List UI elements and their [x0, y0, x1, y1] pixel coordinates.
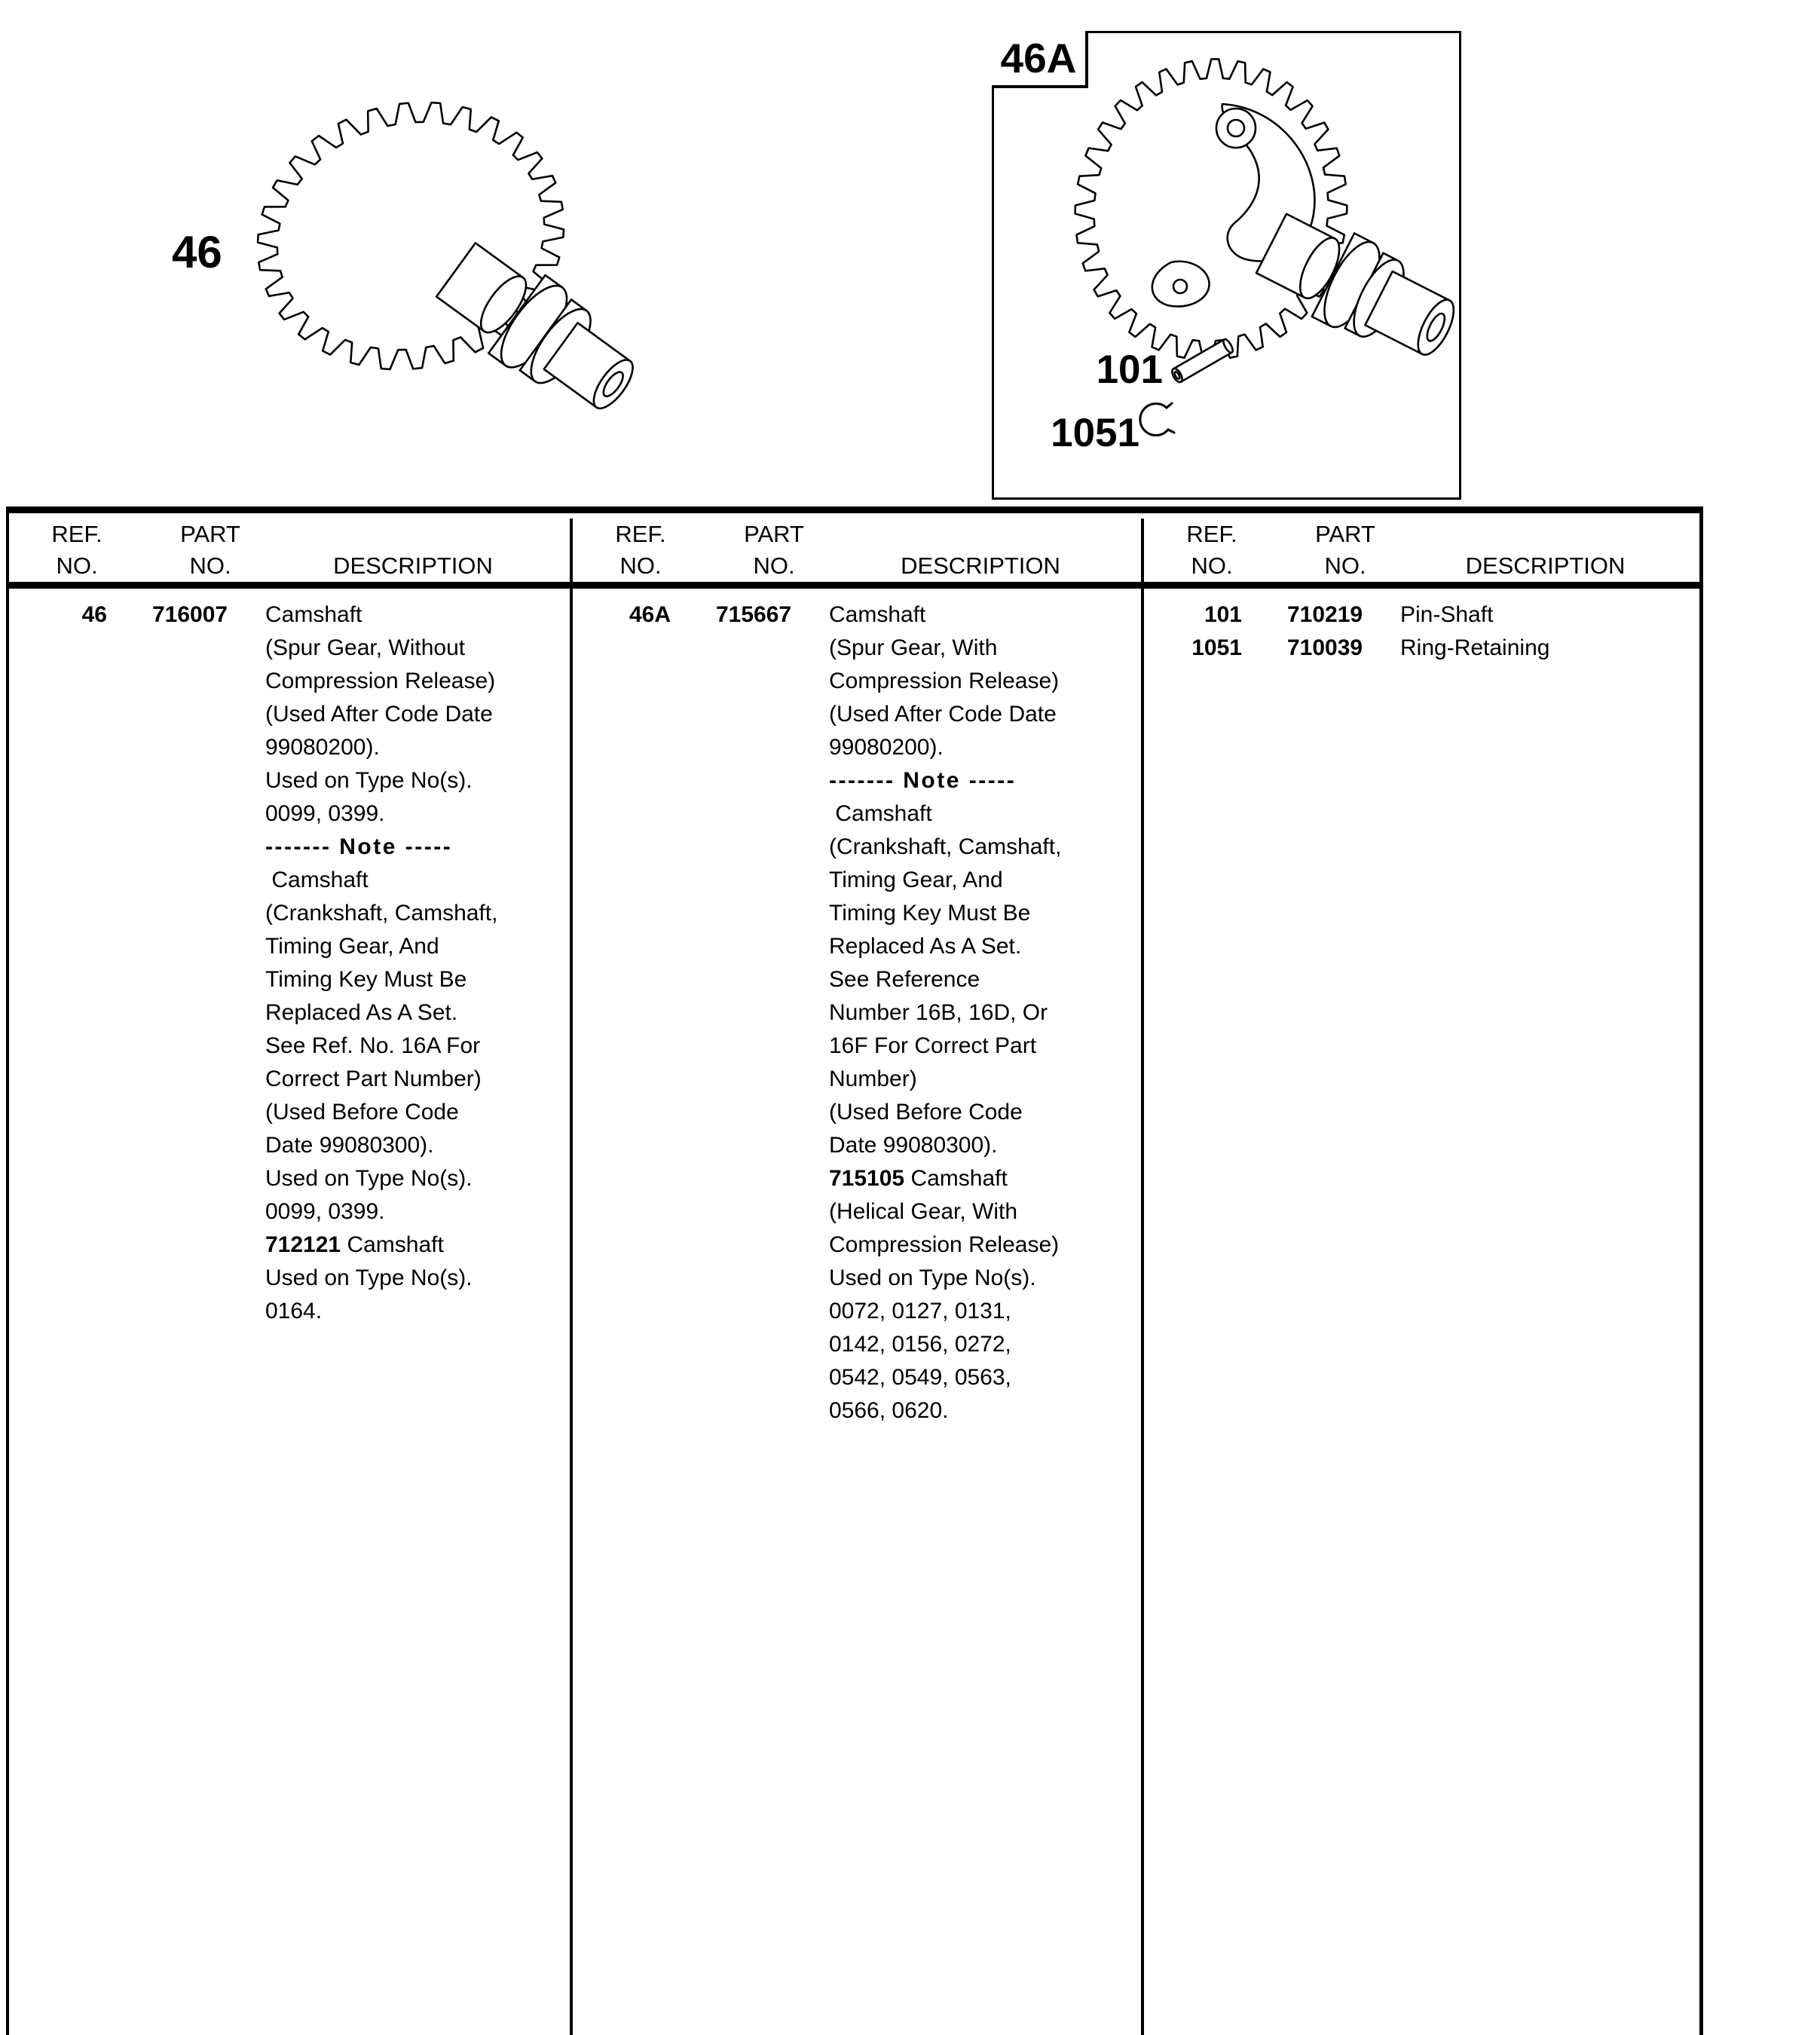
part-no-cell: 710039 — [1287, 635, 1363, 660]
text-segment: 712121 — [265, 1232, 341, 1257]
ref-header-line2: NO. — [56, 552, 98, 579]
text-segment: (Used After Code Date — [829, 702, 1057, 727]
text-segment: (Used After Code Date — [265, 702, 493, 727]
description-line — [829, 1394, 1135, 1428]
ref-no-header — [32, 519, 122, 582]
text-segment: Compression Release) — [829, 669, 1060, 693]
ref-no-header: REF. NO. — [1186, 521, 1237, 579]
table-row — [1144, 598, 1699, 632]
table-body-section-2 — [573, 589, 1144, 2035]
text-segment: Camshaft — [829, 801, 932, 826]
table-body-section-3 — [1144, 589, 1699, 2035]
description-line — [265, 1096, 564, 1129]
text-segment: (Crankshaft, Camshaft, — [829, 834, 1062, 859]
text-segment: Timing Key Must Be — [829, 901, 1031, 926]
text-segment: (Spur Gear, With — [829, 635, 998, 660]
description-line — [829, 698, 1135, 731]
description-line — [1400, 598, 1693, 632]
text-segment: ------- Note ----- — [265, 834, 453, 859]
part-header-line1: PART — [180, 521, 240, 547]
description-line — [829, 897, 1135, 930]
description-header: DESCRIPTION — [901, 552, 1060, 579]
camshaft-46a-drawing — [996, 36, 1456, 458]
description-line — [265, 1129, 564, 1162]
description-line — [265, 1162, 564, 1195]
description-line — [265, 764, 564, 797]
description-cell — [265, 598, 570, 1328]
part-no-cell: 716007 — [152, 602, 228, 627]
text-segment: (Spur Gear, Without — [265, 635, 466, 660]
ref-46-label: 46 — [172, 227, 222, 277]
description-line — [829, 1096, 1135, 1129]
text-segment: (Used Before Code — [265, 1100, 459, 1125]
description-line — [829, 1063, 1135, 1096]
table-body — [9, 589, 1699, 2035]
text-segment: 0099, 0399. — [265, 801, 385, 826]
part-no-header: PART NO. — [1315, 521, 1375, 579]
text-segment: Timing Gear, And — [829, 868, 1003, 892]
description-line — [829, 598, 1135, 632]
description-line — [265, 1295, 564, 1328]
parts-table — [6, 506, 1703, 2035]
text-segment: 16F For Correct Part — [829, 1033, 1037, 1058]
ref-header-line1: REF. — [51, 521, 102, 547]
description-line — [829, 764, 1135, 797]
text-segment: Ring-Retaining — [1400, 635, 1550, 660]
text-segment: 0164. — [265, 1299, 323, 1324]
description-line — [265, 1063, 564, 1096]
text-segment: Number) — [829, 1066, 917, 1091]
description-line — [265, 897, 564, 930]
description-line — [829, 930, 1135, 963]
ref-no-cell: 46 — [81, 602, 107, 627]
text-segment: (Used Before Code — [829, 1100, 1023, 1125]
text-segment: 99080200). — [829, 735, 944, 760]
description-line — [265, 996, 564, 1030]
description-line — [265, 864, 564, 897]
ref-no-cell: 46A — [629, 602, 671, 627]
text-segment: (Crankshaft, Camshaft, — [265, 901, 498, 926]
description-line — [829, 1229, 1135, 1262]
description-cell — [1400, 632, 1699, 665]
text-segment: Compression Release) — [265, 669, 496, 693]
ref-no-header: REF. NO. — [615, 521, 666, 579]
part-no-header — [154, 519, 267, 582]
description-line — [265, 1229, 564, 1262]
text-segment: 0542, 0549, 0563, — [829, 1365, 1011, 1390]
description-header: DESCRIPTION — [333, 552, 493, 579]
description-line — [829, 1162, 1135, 1195]
part-no-cell: 710219 — [1287, 602, 1363, 627]
text-segment: Date 99080300). — [265, 1133, 434, 1158]
camshaft-46-drawing — [226, 81, 637, 424]
text-segment: Camshaft — [265, 868, 369, 892]
text-segment: Replaced As A Set. — [829, 934, 1022, 959]
table-header-section-1 — [9, 519, 573, 582]
text-segment: Replaced As A Set. — [265, 1000, 458, 1025]
text-segment: Camshaft — [341, 1232, 444, 1257]
description-line — [829, 797, 1135, 831]
description-line — [829, 1295, 1135, 1328]
ref-no-cell: 101 — [1204, 602, 1242, 627]
text-segment: 0072, 0127, 0131, — [829, 1299, 1011, 1324]
description-line — [829, 632, 1135, 665]
description-line — [829, 963, 1135, 996]
table-header-row — [9, 513, 1699, 589]
text-segment: Correct Part Number) — [265, 1066, 482, 1091]
description-line — [265, 1195, 564, 1229]
retaining-ring-icon — [1135, 395, 1185, 452]
text-segment: See Reference — [829, 967, 980, 992]
description-line — [829, 864, 1135, 897]
description-line — [829, 731, 1135, 764]
description-line — [829, 1262, 1135, 1295]
text-segment: 715105 — [829, 1166, 905, 1191]
text-segment: Used on Type No(s). — [265, 1265, 473, 1290]
table-body-section-1 — [9, 589, 573, 2035]
text-segment: Timing Gear, And — [265, 934, 439, 959]
description-cell — [829, 598, 1141, 1428]
text-segment: Number 16B, 16D, Or — [829, 1000, 1048, 1025]
table-row — [9, 598, 570, 1328]
table-header-section-3 — [1144, 519, 1699, 582]
description-line — [829, 1361, 1135, 1394]
ref-46a-label-box — [992, 31, 1088, 88]
text-segment: Timing Key Must Be — [265, 967, 467, 992]
description-line — [829, 1328, 1135, 1361]
description-line — [265, 831, 564, 864]
text-segment: Used on Type No(s). — [265, 768, 473, 793]
description-line — [265, 1030, 564, 1063]
pin-shaft-icon — [1167, 329, 1251, 392]
text-segment: Pin-Shaft — [1400, 602, 1494, 627]
description-line — [265, 797, 564, 831]
description-line — [829, 831, 1135, 864]
text-segment: See Ref. No. 16A For — [265, 1033, 481, 1058]
ref-no-cell: 1051 — [1191, 635, 1242, 660]
description-line — [265, 930, 564, 963]
description-line — [829, 1030, 1135, 1063]
description-line — [265, 598, 564, 632]
description-line — [829, 996, 1135, 1030]
description-line — [265, 731, 564, 764]
description-cell — [1400, 598, 1699, 632]
ref-46a-label: 46A — [1000, 35, 1077, 81]
table-row — [573, 598, 1141, 1428]
description-line — [265, 665, 564, 698]
ref-101-label: 101 — [1096, 347, 1163, 392]
description-header: DESCRIPTION — [1465, 552, 1626, 579]
text-segment: Camshaft — [904, 1166, 1008, 1191]
description-line — [829, 665, 1135, 698]
description-line — [265, 632, 564, 665]
description-line — [829, 1195, 1135, 1229]
description-line — [265, 698, 564, 731]
text-segment: Camshaft — [829, 602, 926, 627]
ref-1051-label: 1051 — [1051, 411, 1139, 455]
description-line — [265, 963, 564, 996]
text-segment: 0142, 0156, 0272, — [829, 1332, 1011, 1357]
text-segment: Date 99080300). — [829, 1133, 998, 1158]
text-segment: ------- Note ----- — [829, 768, 1017, 793]
text-segment: Compression Release) — [829, 1232, 1060, 1257]
description-line — [1400, 632, 1693, 665]
text-segment: Camshaft — [265, 602, 362, 627]
part-header-line2: NO. — [189, 552, 231, 579]
description-line — [829, 1129, 1135, 1162]
text-segment: 0099, 0399. — [265, 1199, 385, 1224]
text-segment: (Helical Gear, With — [829, 1199, 1018, 1224]
text-segment: Used on Type No(s). — [829, 1265, 1036, 1290]
part-no-header: PART NO. — [744, 521, 804, 579]
description-line — [265, 1262, 564, 1295]
part-no-cell: 715667 — [716, 602, 792, 627]
text-segment: 0566, 0620. — [829, 1398, 949, 1423]
table-row — [1144, 632, 1699, 665]
table-header-section-2 — [573, 519, 1144, 582]
text-segment: Used on Type No(s). — [265, 1166, 473, 1191]
text-segment: 99080200). — [265, 735, 380, 760]
